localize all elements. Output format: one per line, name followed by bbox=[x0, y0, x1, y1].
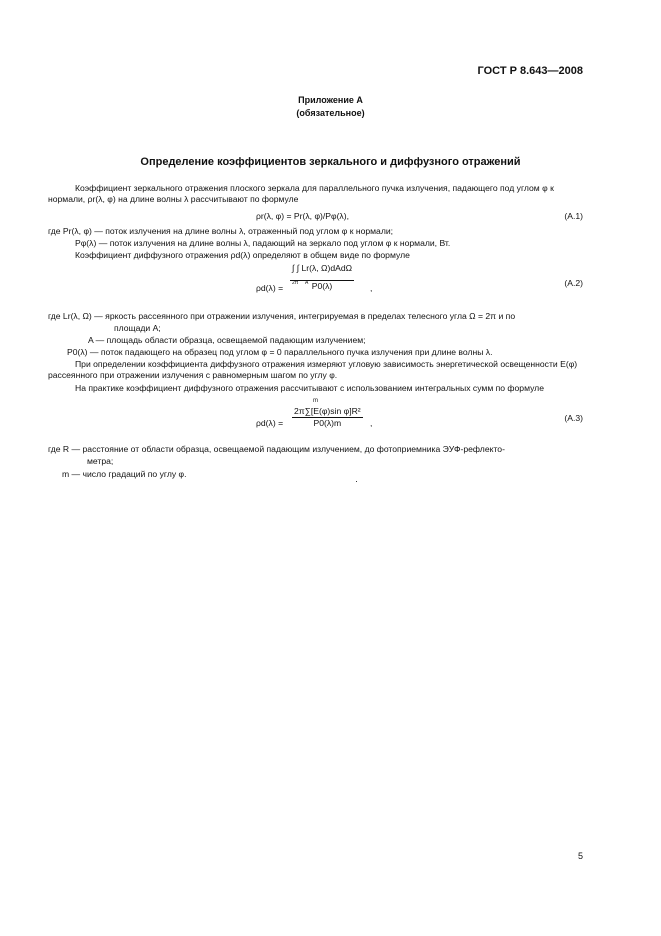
section-title: Определение коэффициентов зеркального и диффузного отражений bbox=[140, 156, 521, 168]
equation-a2-fraction bbox=[290, 263, 354, 292]
equation-a3-sum-top: m bbox=[313, 398, 318, 404]
definition-text: площади A; bbox=[114, 323, 161, 333]
definition-a bbox=[88, 335, 366, 346]
definition-text: число градаций по углу φ. bbox=[82, 469, 187, 479]
annex-title: Приложение А bbox=[298, 95, 363, 105]
definition-term: A — bbox=[88, 335, 105, 345]
equation-a3-denominator: P0(λ)m bbox=[292, 417, 363, 429]
page-number: 5 bbox=[577, 851, 583, 861]
equation-a3-number: (А.3) bbox=[564, 413, 583, 423]
equation-a3-numerator: 2π∑[E(φ)sin φ]R² bbox=[294, 406, 361, 416]
definition-p0 bbox=[67, 347, 493, 358]
equation-a2-limit-area: A bbox=[305, 280, 309, 286]
definition-text: метра; bbox=[87, 456, 114, 466]
definition-text: яркость рассеянного при отражении излучения, интегрируемая в пределах телесного угла Ω = 2π и по bbox=[105, 311, 516, 321]
definition-text: поток падающего на образец под углом φ = 0 параллельного пучка излучения при длине волны λ. bbox=[100, 347, 493, 357]
equation-a3 bbox=[0, 400, 661, 440]
equation-a3-lhs: ρd(λ) = bbox=[256, 418, 284, 428]
definition-text: площадь области образца, освещаемой падающим излучением; bbox=[106, 335, 366, 345]
definition-text: расстояние от области образца, освещаемой падающим излучением, до фотоприемника ЭУФ-рефлекто- bbox=[82, 444, 505, 454]
definition-text: поток излучения на длине волны λ, падающий на зеркало под углом φ к нормали, Вт. bbox=[109, 238, 451, 248]
definition-text: поток излучения на длине волны λ, отраженный под углом φ к нормали; bbox=[105, 226, 394, 236]
equation-a2-tail: , bbox=[370, 283, 373, 293]
equation-a2-integrand: ∫ ∫ Lr(λ, Ω)dAdΩ bbox=[292, 263, 353, 273]
definition-term: где Lr(λ, Ω) — bbox=[48, 311, 103, 321]
definition-r bbox=[48, 444, 505, 455]
annex-status: (обязательное) bbox=[296, 108, 365, 118]
equation-a2-denominator: P0(λ) bbox=[290, 280, 354, 292]
paragraph-diffuse-intro: Коэффициент диффузного отражения ρd(λ) определяют в общем виде по формуле bbox=[75, 250, 410, 260]
definition-term: P0(λ) — bbox=[67, 347, 99, 357]
equation-a2-number: (А.2) bbox=[564, 278, 583, 288]
scan-speck bbox=[356, 481, 357, 482]
equation-a3-fraction bbox=[292, 406, 363, 429]
definition-pr bbox=[48, 226, 393, 237]
definition-pphi bbox=[75, 238, 450, 249]
paragraph-measurement: При определении коэффициента диффузного отражения измеряют угловую зависимость энергетической освещенности E(φ) рассеянного при отражении излучения с равномерным шагом по углу φ. bbox=[48, 359, 578, 381]
equation-a1-expression: ρr(λ, φ) = Pr(λ, φ)/Pφ(λ), bbox=[256, 211, 349, 221]
equation-a2-lhs: ρd(λ) = bbox=[256, 283, 284, 293]
definition-lr bbox=[48, 311, 515, 322]
definition-r-cont bbox=[87, 456, 113, 467]
equation-a3-tail: , bbox=[370, 418, 373, 428]
definition-term: m — bbox=[62, 469, 81, 479]
equation-a1-number: (А.1) bbox=[564, 211, 583, 221]
paragraph-practice: На практике коэффициент диффузного отражения рассчитывают с использованием интегральных сумм по формуле bbox=[75, 383, 544, 393]
equation-a2-limit-solid-angle: 2π bbox=[292, 280, 299, 286]
definition-term: где Pr(λ, φ) — bbox=[48, 226, 103, 236]
definition-term: Pφ(λ) — bbox=[75, 238, 108, 248]
definition-m bbox=[62, 469, 187, 480]
equation-a2-numerator bbox=[290, 263, 354, 286]
definition-lr-cont bbox=[114, 323, 161, 334]
definition-term: где R — bbox=[48, 444, 81, 454]
equation-a2 bbox=[0, 263, 661, 305]
document-code: ГОСТ Р 8.643—2008 bbox=[477, 65, 583, 77]
paragraph-specular-intro: Коэффициент зеркального отражения плоского зеркала для параллельного пучка излучения, падающего под углом φ к нормали, ρr(λ, φ) на длине волны λ рассчитывают по формуле bbox=[48, 183, 554, 205]
